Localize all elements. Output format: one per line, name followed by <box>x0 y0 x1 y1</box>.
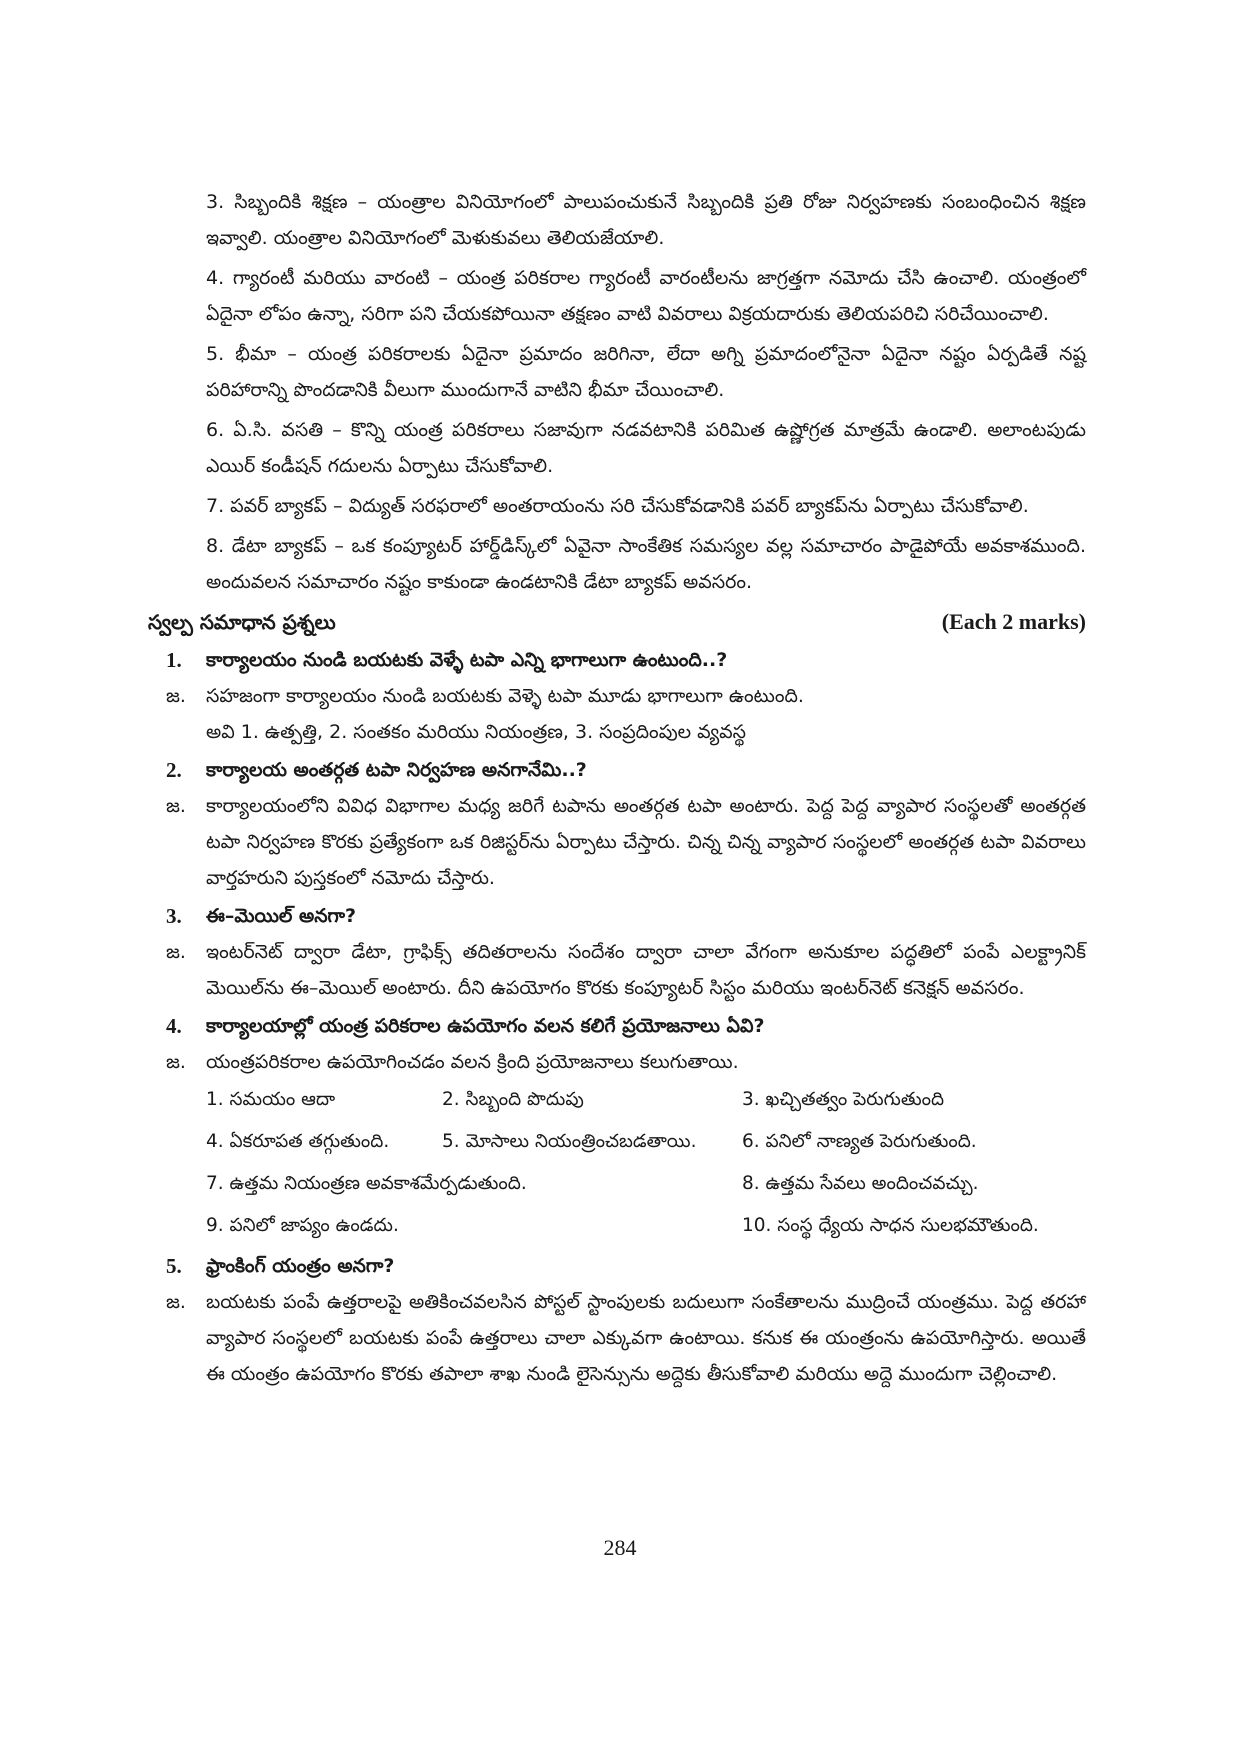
answer-2 <box>166 788 1086 896</box>
question-number: 3. <box>166 904 182 928</box>
question-3 <box>166 898 1086 934</box>
question-text: కార్యాలయ అంతర్గత టపా నిర్వహణ అనగానేమి..? <box>206 759 587 781</box>
answer-3 <box>166 934 1086 1006</box>
question-4 <box>166 1008 1086 1044</box>
paragraph-data-backup: 8. డేటా బ్యాకప్ – ఒక కంప్యూటర్ హార్డ్‌డిస్క్‌లో ఏవైనా సాంకేతిక సమస్యల వల్ల సమాచారం పాడైపోయే అవకాశముంది. అందువలన సమాచారం నష్టం కాకుండా ఉండటానికి డేటా బ్యాకప్ అవసరం. <box>206 535 1086 593</box>
list-item: 9. పనిలో జాప్యం ఉండదు. <box>206 1215 399 1236</box>
answer-label: జ. <box>166 1291 186 1313</box>
list-item: 5. మోసాలు నియంత్రించబడతాయి. <box>442 1131 697 1152</box>
list-item: 3. ఖచ్చితత్వం పెరుగుతుంది <box>742 1089 945 1110</box>
answer-text: బయటకు పంపే ఉత్తరాలపై అతికించవలసిన పోస్టల్ స్టాంపులకు బదులుగా సంకేతాలను ముద్రించే యంత్రము. పెద్ద తరహా వ్యాపార సంస్థలలో బయటకు పంపే ఉత్తరాలు చాలా ఎక్కువగా ఉంటాయి. కనుక ఈ యంత్రంను ఉపయోగిస్తారు. అయితే ఈ యంత్రం ఉపయోగం కొరకు తపాలా శాఖ నుండి లైసెన్సును అద్దెకు తీసుకోవాలి మరియు అద్దె ముందుగా చెల్లించాలి. <box>206 1291 1086 1385</box>
answer-text: కార్యాలయంలోని వివిధ విభాగాల మధ్య జరిగే టపాను అంతర్గత టపా అంటారు. పెద్ద పెద్ద వ్యాపార సంస్థలతో అంతర్గత టపా నిర్వహణ కొరకు ప్రత్యేకంగా ఒక రిజిస్టర్‌ను ఏర్పాటు చేస్తారు. చిన్న చిన్న వ్యాపార సంస్థలలో అంతర్గత టపా వివరాలు వార్తహరుని పుస్తకంలో నమోదు చేస్తారు. <box>206 795 1086 889</box>
answer-text-line2: అవి 1. ఉత్పత్తి, 2. సంతకం మరియు నియంత్రణ, 3. సంప్రదింపుల వ్యవస్థ <box>206 721 747 743</box>
answer-text: యంత్రపరికరాల ఉపయోగించడం వలన క్రింది ప్రయోజనాలు కలుగుతాయి. <box>206 1051 739 1073</box>
question-1 <box>166 642 1086 678</box>
answer-text: ఇంటర్‌నెట్ ద్వారా డేటా, గ్రాఫిక్స్ తదితరాలను సందేశం ద్వారా చాలా వేగంగా అనుకూల పద్ధతిలో పంపే ఎలక్ట్రానిక్ మెయిల్‌ను ఈ–మెయిల్ అంటారు. దీని ఉపయోగం కొరకు కంప్యూటర్ సిస్టం మరియు ఇంటర్‌నెట్ కనెక్షన్ అవసరం. <box>206 941 1086 999</box>
list-item-empty <box>442 1208 742 1244</box>
question-2 <box>166 752 1086 788</box>
paragraph-guarantee: 4. గ్యారంటీ మరియు వారంటి – యంత్ర పరికరాల గ్యారంటీ వారంటీలను జాగ్రత్తగా నమోదు చేసి ఉంచాలి. యంత్రంలో ఏదైనా లోపం ఉన్నా, సరిగా పని చేయకపోయినా తక్షణం వాటి వివరాలు విక్రయదారుకు తెలియపరిచి సరిచేయించాలి. <box>206 267 1086 325</box>
section-marks: (Each 2 marks) <box>941 609 1086 634</box>
section-heading <box>148 604 1086 640</box>
question-text: కార్యాలయాల్లో యంత్ర పరికరాల ఉపయోగం వలన కలిగే ప్రయోజనాలు ఏవి? <box>206 1015 765 1037</box>
answer-label: జ. <box>166 685 186 707</box>
list-item: 1. సమయం ఆదా <box>206 1089 336 1110</box>
answer-label: జ. <box>166 795 186 817</box>
answer-1 <box>166 678 1086 750</box>
list-item: 7. ఉత్తమ నియంత్రణ అవకాశమేర్పడుతుంది. <box>206 1173 527 1194</box>
question-number: 1. <box>166 648 182 672</box>
question-text: ఈ–మెయిల్ అనగా? <box>206 905 357 927</box>
list-item: 2. సిబ్బంది పొదుపు <box>442 1089 584 1110</box>
question-number: 5. <box>166 1254 182 1278</box>
answer-5 <box>166 1284 1086 1392</box>
answer-text: సహజంగా కార్యాలయం నుండి బయటకు వెళ్ళె టపా మూడు భాగాలుగా ఉంటుంది. <box>206 685 804 707</box>
answer-label: జ. <box>166 941 186 963</box>
question-number: 4. <box>166 1014 182 1038</box>
answer-4 <box>166 1044 1086 1080</box>
page-content <box>148 184 1086 1392</box>
answer-label: జ. <box>166 1051 186 1073</box>
list-item: 4. ఏకరూపత తగ్గుతుంది. <box>206 1131 390 1152</box>
page-number: 284 <box>603 1535 637 1560</box>
question-text: ఫ్రాంకింగ్ యంత్రం అనగా? <box>206 1255 395 1277</box>
question-number: 2. <box>166 758 182 782</box>
paragraph-training: 3. సిబ్బందికి శిక్షణ – యంత్రాల వినియోగంలో పాలుపంచుకునే సిబ్బందికి ప్రతి రోజు నిర్వహణకు సంబంధించిన శిక్షణ ఇవ్వాలి. యంత్రాల వినియోగంలో మెళుకువలు తెలియజేయాలి. <box>206 191 1086 249</box>
question-text: కార్యాలయం నుండి బయటకు వెళ్ళే టపా ఎన్ని భాగాలుగా ఉంటుంది..? <box>206 649 728 671</box>
list-item-empty <box>442 1166 742 1202</box>
question-5 <box>166 1248 1086 1284</box>
paragraph-insurance: 5. భీమా – యంత్ర పరికరాలకు ఏదైనా ప్రమాదం జరిగినా, లేదా అగ్ని ప్రమాదంలోనైనా ఏదైనా నష్టం ఏర్పడితే నష్ట పరిహారాన్ని పొందడానికి వీలుగా ముందుగానే వాటిని భీమా చేయించాలి. <box>206 343 1086 401</box>
list-item: 8. ఉత్తమ సేవలు అందించవచ్చు. <box>742 1173 979 1194</box>
paragraph-ac: 6. ఏ.సి. వసతి – కొన్ని యంత్ర పరికరాలు సజావుగా నడవటానికి పరిమిత ఉష్ణోగ్రత మాత్రమే ఉండాలి. అలాంటపుడు ఎయిర్ కండీషన్ గదులను ఏర్పాటు చేసుకోవాలి. <box>206 419 1086 477</box>
paragraph-power-backup: 7. పవర్ బ్యాకప్ – విద్యుత్ సరఫరాలో అంతరాయంను సరి చేసుకోవడానికి పవర్ బ్యాకప్‌ను ఏర్పాటు చేసుకోవాలి. <box>206 495 1029 517</box>
benefits-list <box>206 1082 1086 1244</box>
list-item: 10. సంస్థ ధ్యేయ సాధన సులభమౌతుంది. <box>742 1215 1039 1236</box>
list-item: 6. పనిలో నాణ్యత పెరుగుతుంది. <box>742 1131 977 1152</box>
section-title: స్వల్ప సమాధాన ప్రశ్నలు <box>148 610 336 634</box>
